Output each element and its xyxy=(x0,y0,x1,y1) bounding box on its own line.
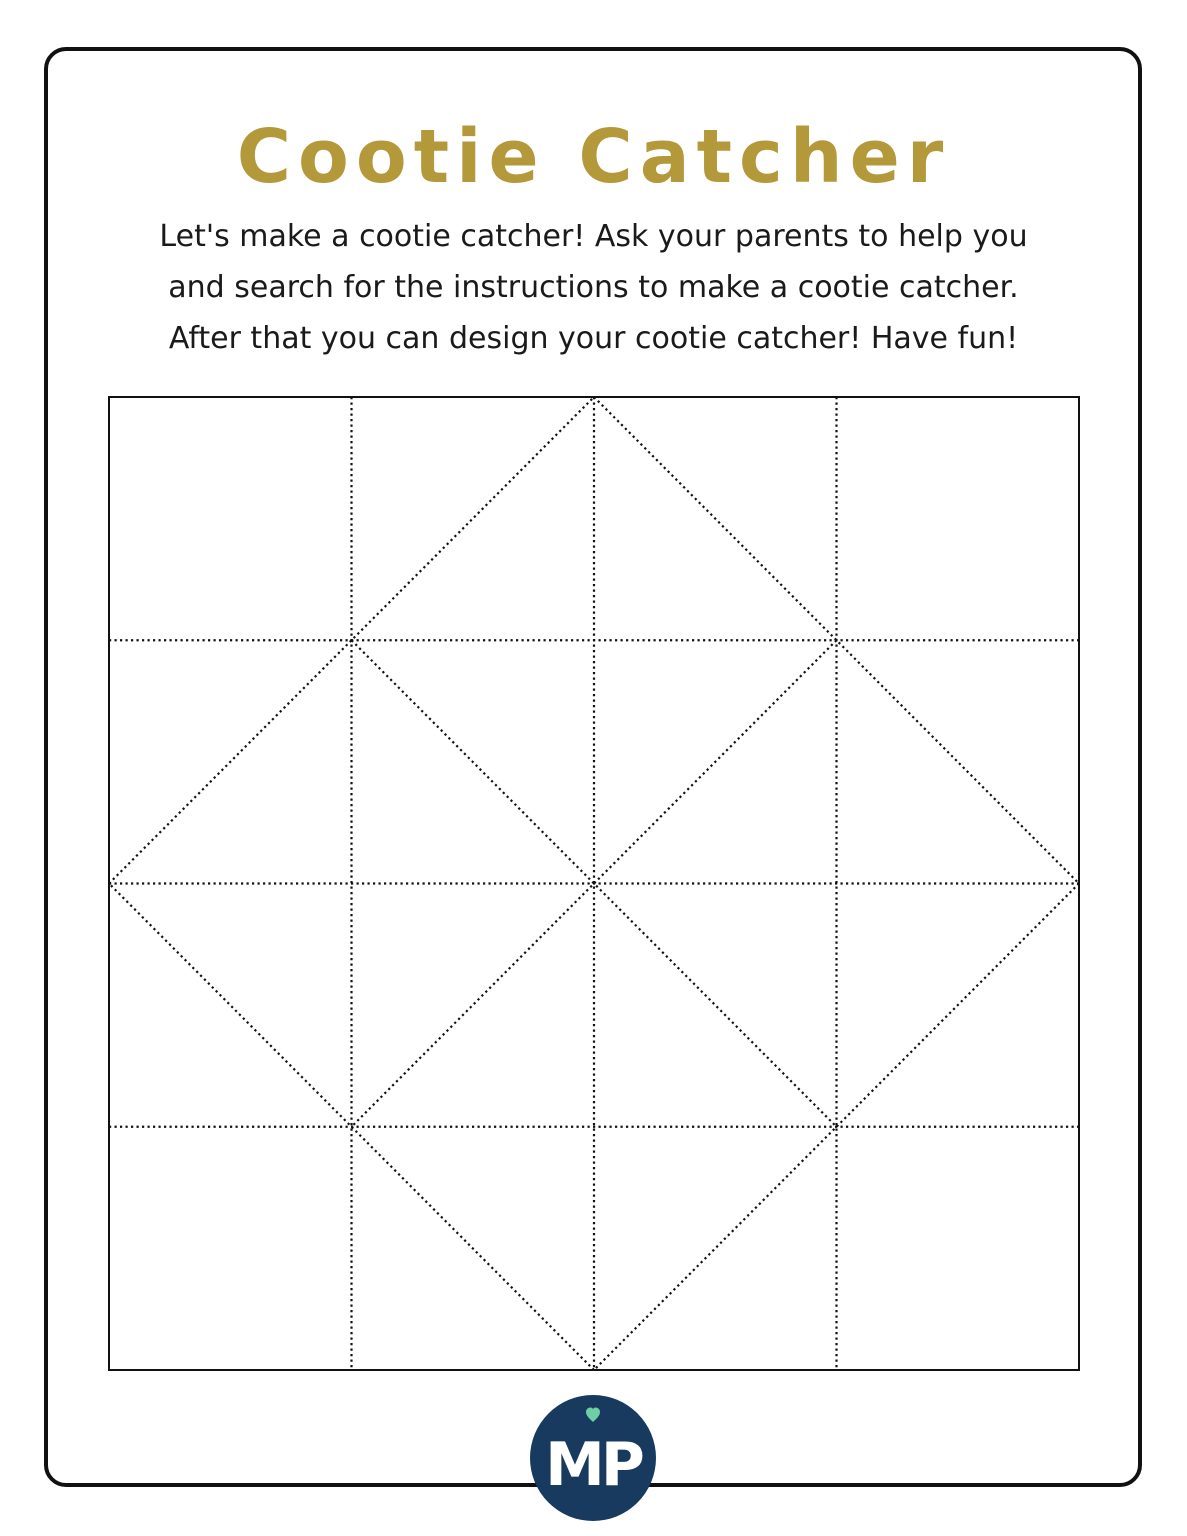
instructions-line-2: and search for the instructions to make a cootie catcher. xyxy=(168,270,1019,305)
instructions-line-1: Let's make a cootie catcher! Ask your parents to help you xyxy=(159,219,1028,254)
instructions-line-3: After that you can design your cootie catcher! Have fun! xyxy=(168,321,1019,356)
instructions-text xyxy=(100,211,1087,364)
cootie-catcher-template xyxy=(108,396,1080,1371)
fold-lines-diagram xyxy=(108,396,1080,1371)
mp-logo xyxy=(530,1395,656,1521)
fold-lines xyxy=(109,397,1079,1370)
page-title: Cootie Catcher xyxy=(236,114,951,200)
mp-logo-graphic xyxy=(530,1395,656,1521)
logo-text: MP xyxy=(545,1430,641,1500)
